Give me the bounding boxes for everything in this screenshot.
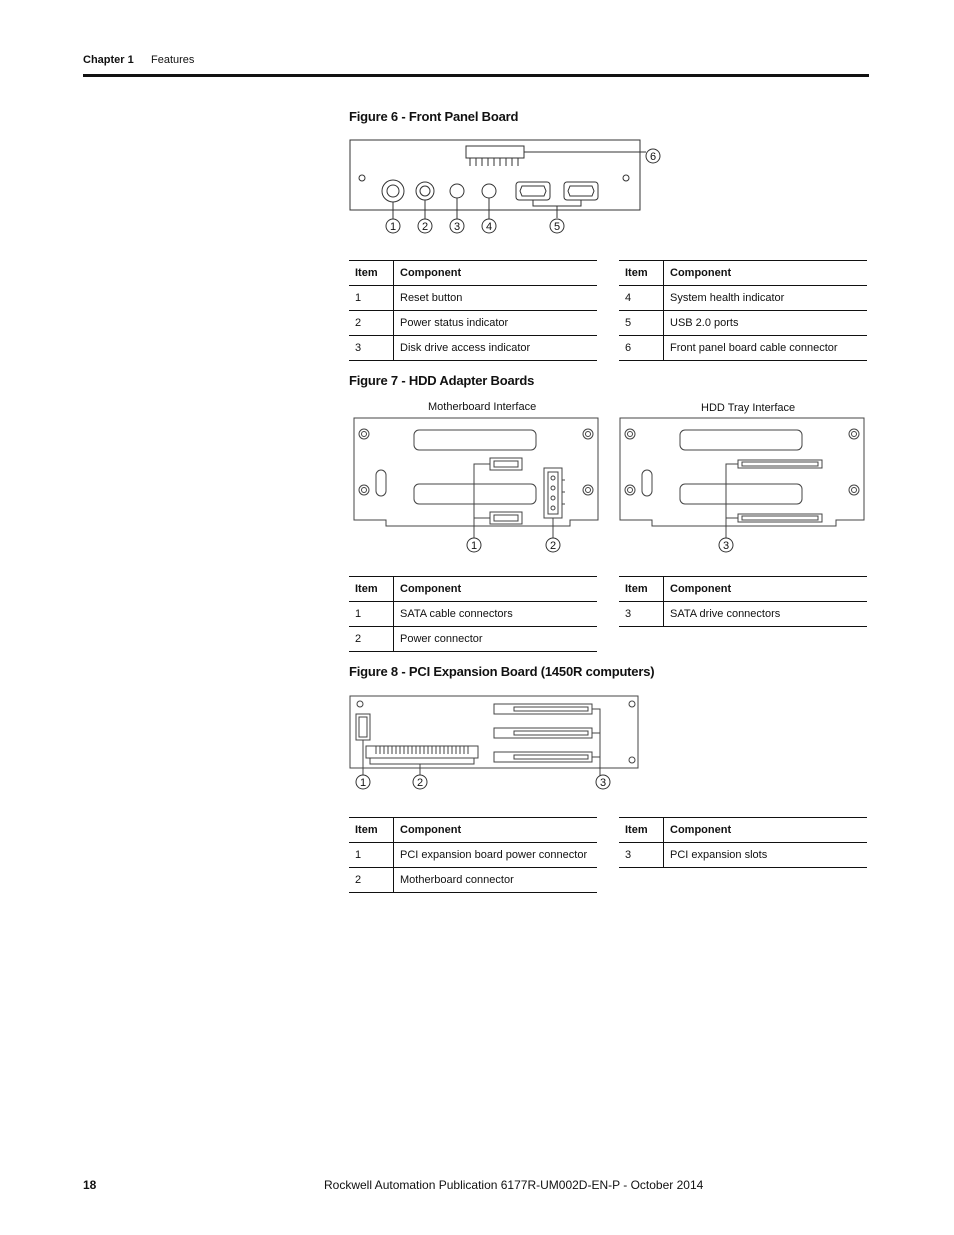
table-row: 1 SATA cable connectors [349, 602, 597, 627]
hdd-adapter-boards-diagram [348, 414, 868, 560]
mount-hole [359, 175, 365, 181]
table-head-item: Item [349, 577, 394, 602]
motherboard-connector-shape [366, 746, 478, 758]
table-row: 2 Power connector [349, 627, 597, 652]
figure6-table-left [349, 260, 597, 361]
sata-drive-connector-shape [738, 460, 822, 468]
table-head-component: Component [394, 261, 598, 286]
table-head-component: Component [664, 818, 868, 843]
callout-label-1: 1 [359, 777, 367, 789]
pci-expansion-board-diagram [346, 692, 646, 798]
table-head-item: Item [619, 261, 664, 286]
power-connector-shape [356, 714, 370, 740]
callout-label-2: 2 [549, 540, 557, 552]
figure6-caption: Figure 6 - Front Panel Board [349, 109, 519, 124]
section-label: Features [151, 54, 195, 66]
sata-drive-connector-shape [738, 514, 822, 522]
motherboard-interface-board [354, 418, 598, 526]
callout-label-2: 2 [421, 221, 429, 233]
callout-label-1: 1 [470, 540, 478, 552]
figure8-caption: Figure 8 - PCI Expansion Board (1450R computers) [349, 664, 655, 679]
mount-hole [623, 175, 629, 181]
hdd-tray-interface-board [620, 418, 864, 526]
table-head-item: Item [619, 577, 664, 602]
front-panel-board-diagram [340, 134, 670, 238]
callout-label-3: 3 [722, 540, 730, 552]
usb-port-shape [564, 182, 598, 200]
callout-label-1: 1 [389, 221, 397, 233]
callout-label-6: 6 [649, 151, 657, 163]
table-head-component: Component [394, 577, 598, 602]
table-head-item: Item [619, 818, 664, 843]
pci-slot-shape [494, 728, 592, 738]
callout-label-2: 2 [416, 777, 424, 789]
callout-label-4: 4 [485, 221, 493, 233]
hdd-tray-interface-label: HDD Tray Interface [701, 402, 796, 414]
usb-port-shape [516, 182, 550, 200]
reset-button-shape [382, 180, 404, 202]
table-row: 2 Power status indicator [349, 311, 597, 336]
callout-label-3: 3 [453, 221, 461, 233]
disk-led-shape [450, 184, 464, 198]
table-row: 4 System health indicator [619, 286, 867, 311]
table-row: 3 PCI expansion slots [619, 843, 867, 868]
figure7-table-left [349, 576, 597, 652]
table-row: 2 Motherboard connector [349, 868, 597, 893]
figure6-table-right [619, 260, 867, 361]
table-head-component: Component [664, 261, 868, 286]
callout-label-3: 3 [599, 777, 607, 789]
motherboard-interface-label: Motherboard Interface [428, 401, 537, 413]
page-number: 18 [83, 1178, 97, 1192]
publication-footer: Rockwell Automation Publication 6177R-UM002D-EN-P - October 2014 [324, 1178, 704, 1192]
table-row: 6 Front panel board cable connector [619, 336, 867, 361]
table-row: 5 USB 2.0 ports [619, 311, 867, 336]
callout-label-5: 5 [553, 221, 561, 233]
figure7-table-right [619, 576, 867, 627]
sata-cable-connector-shape [490, 512, 522, 524]
figure8-table-left [349, 817, 597, 893]
table-head-component: Component [664, 577, 868, 602]
pci-slot-shape [494, 752, 592, 762]
table-row: 1 PCI expansion board power connector [349, 843, 597, 868]
table-row: 3 Disk drive access indicator [349, 336, 597, 361]
chapter-label: Chapter 1 [83, 54, 134, 66]
figure7-caption: Figure 7 - HDD Adapter Boards [349, 373, 535, 388]
figure8-table-right [619, 817, 867, 868]
header-rule [83, 74, 869, 77]
table-row: 3 SATA drive connectors [619, 602, 867, 627]
cable-connector-shape [466, 146, 524, 158]
power-led-shape [416, 182, 434, 200]
table-row: 1 Reset button [349, 286, 597, 311]
pci-slot-shape [494, 704, 592, 714]
table-head-item: Item [349, 261, 394, 286]
table-head-component: Component [394, 818, 598, 843]
table-head-item: Item [349, 818, 394, 843]
sata-cable-connector-shape [490, 458, 522, 470]
health-led-shape [482, 184, 496, 198]
